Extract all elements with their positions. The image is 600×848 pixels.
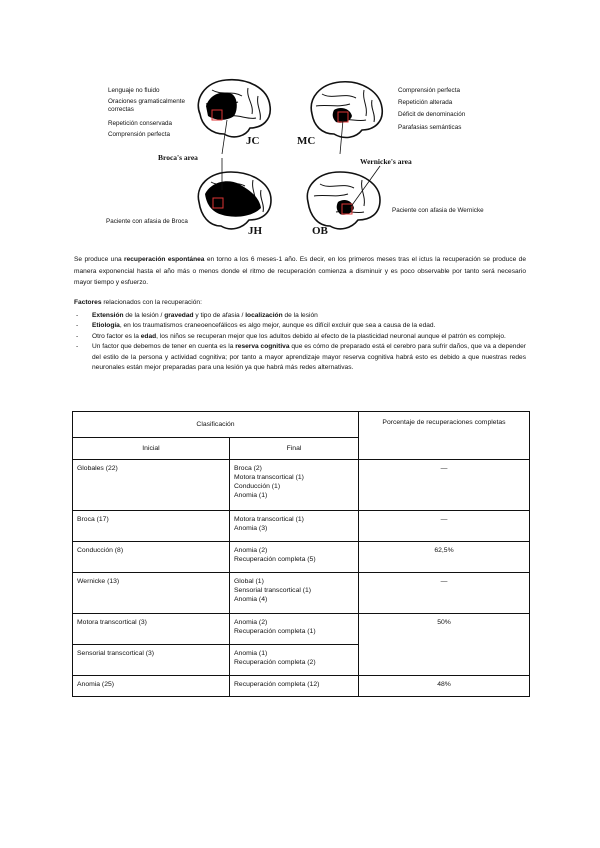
factor-item [74, 311, 526, 321]
cell-final [230, 511, 359, 542]
final-line: Motora transcortical (1) [234, 516, 304, 523]
para-text-2: en torno a los 6 meses-1 año. Es decir, en los primeros meses tras el ictus la recuperación se produce de manera exponencial hasta el año más o menos donde el ritmo de recuperación comienza a disminuir y es poco observable por tanto será necesario mayor tiempo y esfuerzo. [74, 256, 526, 286]
label-mc-1: Comprensión perfecta [398, 87, 460, 94]
final-line: Anomia (2) [234, 619, 268, 626]
cell-initial: Anomia (25) [73, 676, 230, 697]
case-label-mc: MC [297, 135, 316, 147]
cell-percentage: — [359, 460, 530, 511]
cell-final [230, 676, 359, 697]
table-row [73, 511, 530, 542]
cell-final [230, 542, 359, 573]
cell-initial: Motora transcortical (3) [73, 614, 230, 645]
label-jc-3: Repetición conservada [108, 120, 173, 127]
case-label-ob: OB [312, 225, 328, 237]
label-mc-4: Parafasias semánticas [398, 124, 462, 131]
label-ob: Paciente con afasia de Wernicke [392, 207, 484, 214]
broca-area-label: Broca's area [158, 153, 198, 162]
label-jc-4: Comprensión perfecta [108, 131, 170, 138]
cell-percentage: 48% [359, 676, 530, 697]
table-header-row [73, 412, 530, 438]
cell-initial: Conducción (8) [73, 542, 230, 573]
factors-list [74, 311, 526, 373]
factor-item [74, 321, 526, 331]
final-line: Anomia (2) [234, 547, 268, 554]
final-line: Recuperación completa (1) [234, 628, 316, 635]
cell-percentage: — [359, 511, 530, 542]
factor-1-bold-3: localización [245, 312, 283, 319]
cell-initial: Sensorial transcortical (3) [73, 645, 230, 676]
factor-1-text-2: y tipo de afasia / [193, 312, 246, 319]
final-line: Conducción (1) [234, 483, 281, 490]
table-row [73, 542, 530, 573]
recovery-table [72, 411, 530, 697]
final-line: Broca (2) [234, 465, 262, 472]
final-line: Sensorial transcortical (1) [234, 587, 312, 594]
cell-final [230, 460, 359, 511]
final-line: Motora transcortical (1) [234, 474, 304, 481]
final-line: Anomia (1) [234, 650, 268, 657]
final-line: Recuperación completa (12) [234, 681, 320, 688]
table-row [73, 573, 530, 614]
table-row [73, 614, 530, 645]
factors-heading-rest: relacionados con la recuperación: [101, 299, 202, 306]
factor-1-bold-1: Extensión [92, 312, 124, 319]
factor-3-bold: edad [140, 332, 157, 340]
factor-2-bold: Etiología [92, 322, 120, 330]
final-line: Recuperación completa (5) [234, 556, 316, 563]
para-bold-1: recuperación espontánea [124, 256, 205, 263]
label-jh: Paciente con afasia de Broca [106, 218, 188, 225]
cell-final [230, 614, 359, 645]
final-line: Anomia (4) [234, 596, 268, 603]
factor-3-text-0: Otro factor es la [92, 332, 141, 340]
brain-lesion-figure [0, 0, 600, 250]
header-percentage: Porcentaje de recuperaciones completas [359, 412, 530, 460]
factors-heading-bold: Factores [74, 299, 102, 306]
factor-1-bold-2: gravedad [164, 312, 194, 319]
cell-initial: Broca (17) [73, 511, 230, 542]
factor-4-text-1: que es cómo de preparado está el cerebro para sufrir daños, que va a depender del estilo de la persona y actividad cognitiva; por tanto a mayor aprendizaje mayor reserva cognitiva habrá esto es debido a que nuestras redes neuronales están mejor preparadas para una lesión ya que habrá más redes alternativas. [92, 343, 526, 372]
case-label-jh: JH [248, 225, 263, 237]
label-jc-2: Oraciones gramaticalmente correctas [108, 98, 185, 114]
factor-4-bold: reserva cognitiva [235, 343, 290, 351]
wernicke-area-label: Wernicke's area [360, 157, 412, 166]
factor-item [74, 342, 526, 373]
final-line: Anomia (3) [234, 525, 268, 532]
recovery-paragraph [74, 254, 526, 289]
cell-initial: Globales (22) [73, 460, 230, 511]
cell-percentage: 50% [359, 614, 530, 676]
final-line: Global (1) [234, 578, 264, 585]
cell-initial: Wernicke (13) [73, 573, 230, 614]
factor-1-text-1: de la lesión / [123, 312, 165, 319]
cell-final [230, 645, 359, 676]
case-label-jc: JC [246, 135, 260, 147]
label-jc-1: Lenguaje no fluido [108, 87, 160, 94]
factor-3-text-1: , los niños se recuperan mejor que los adultos debido al efecto de la plasticidad neuronal aunque el patrón es complejo. [156, 332, 506, 340]
header-initial: Inicial [73, 438, 230, 460]
factor-item [74, 332, 526, 342]
pointer-lines [0, 0, 600, 250]
cell-percentage: 62,5% [359, 542, 530, 573]
cell-percentage: — [359, 573, 530, 614]
para-text-1: Se produce una [74, 256, 125, 263]
final-line: Recuperación completa (2) [234, 659, 316, 666]
table-row [73, 676, 530, 697]
cell-final [230, 573, 359, 614]
factor-2-text: , en los traumatismos craneoencefálicos es algo mejor, aunque es difícil excluir que sea a causa de la edad. [119, 322, 436, 330]
factors-heading [74, 297, 526, 309]
label-mc-2: Repetición alterada [398, 99, 453, 106]
factor-1-text-3: de la lesión [282, 312, 318, 319]
label-mc-3: Déficit de denominación [398, 111, 466, 118]
header-classification: Clasificación [73, 412, 359, 438]
table-row [73, 460, 530, 511]
final-line: Anomia (1) [234, 492, 268, 499]
header-final: Final [230, 438, 359, 460]
factor-4-text-0: Un factor que debemos de tener en cuenta es la [92, 343, 236, 351]
